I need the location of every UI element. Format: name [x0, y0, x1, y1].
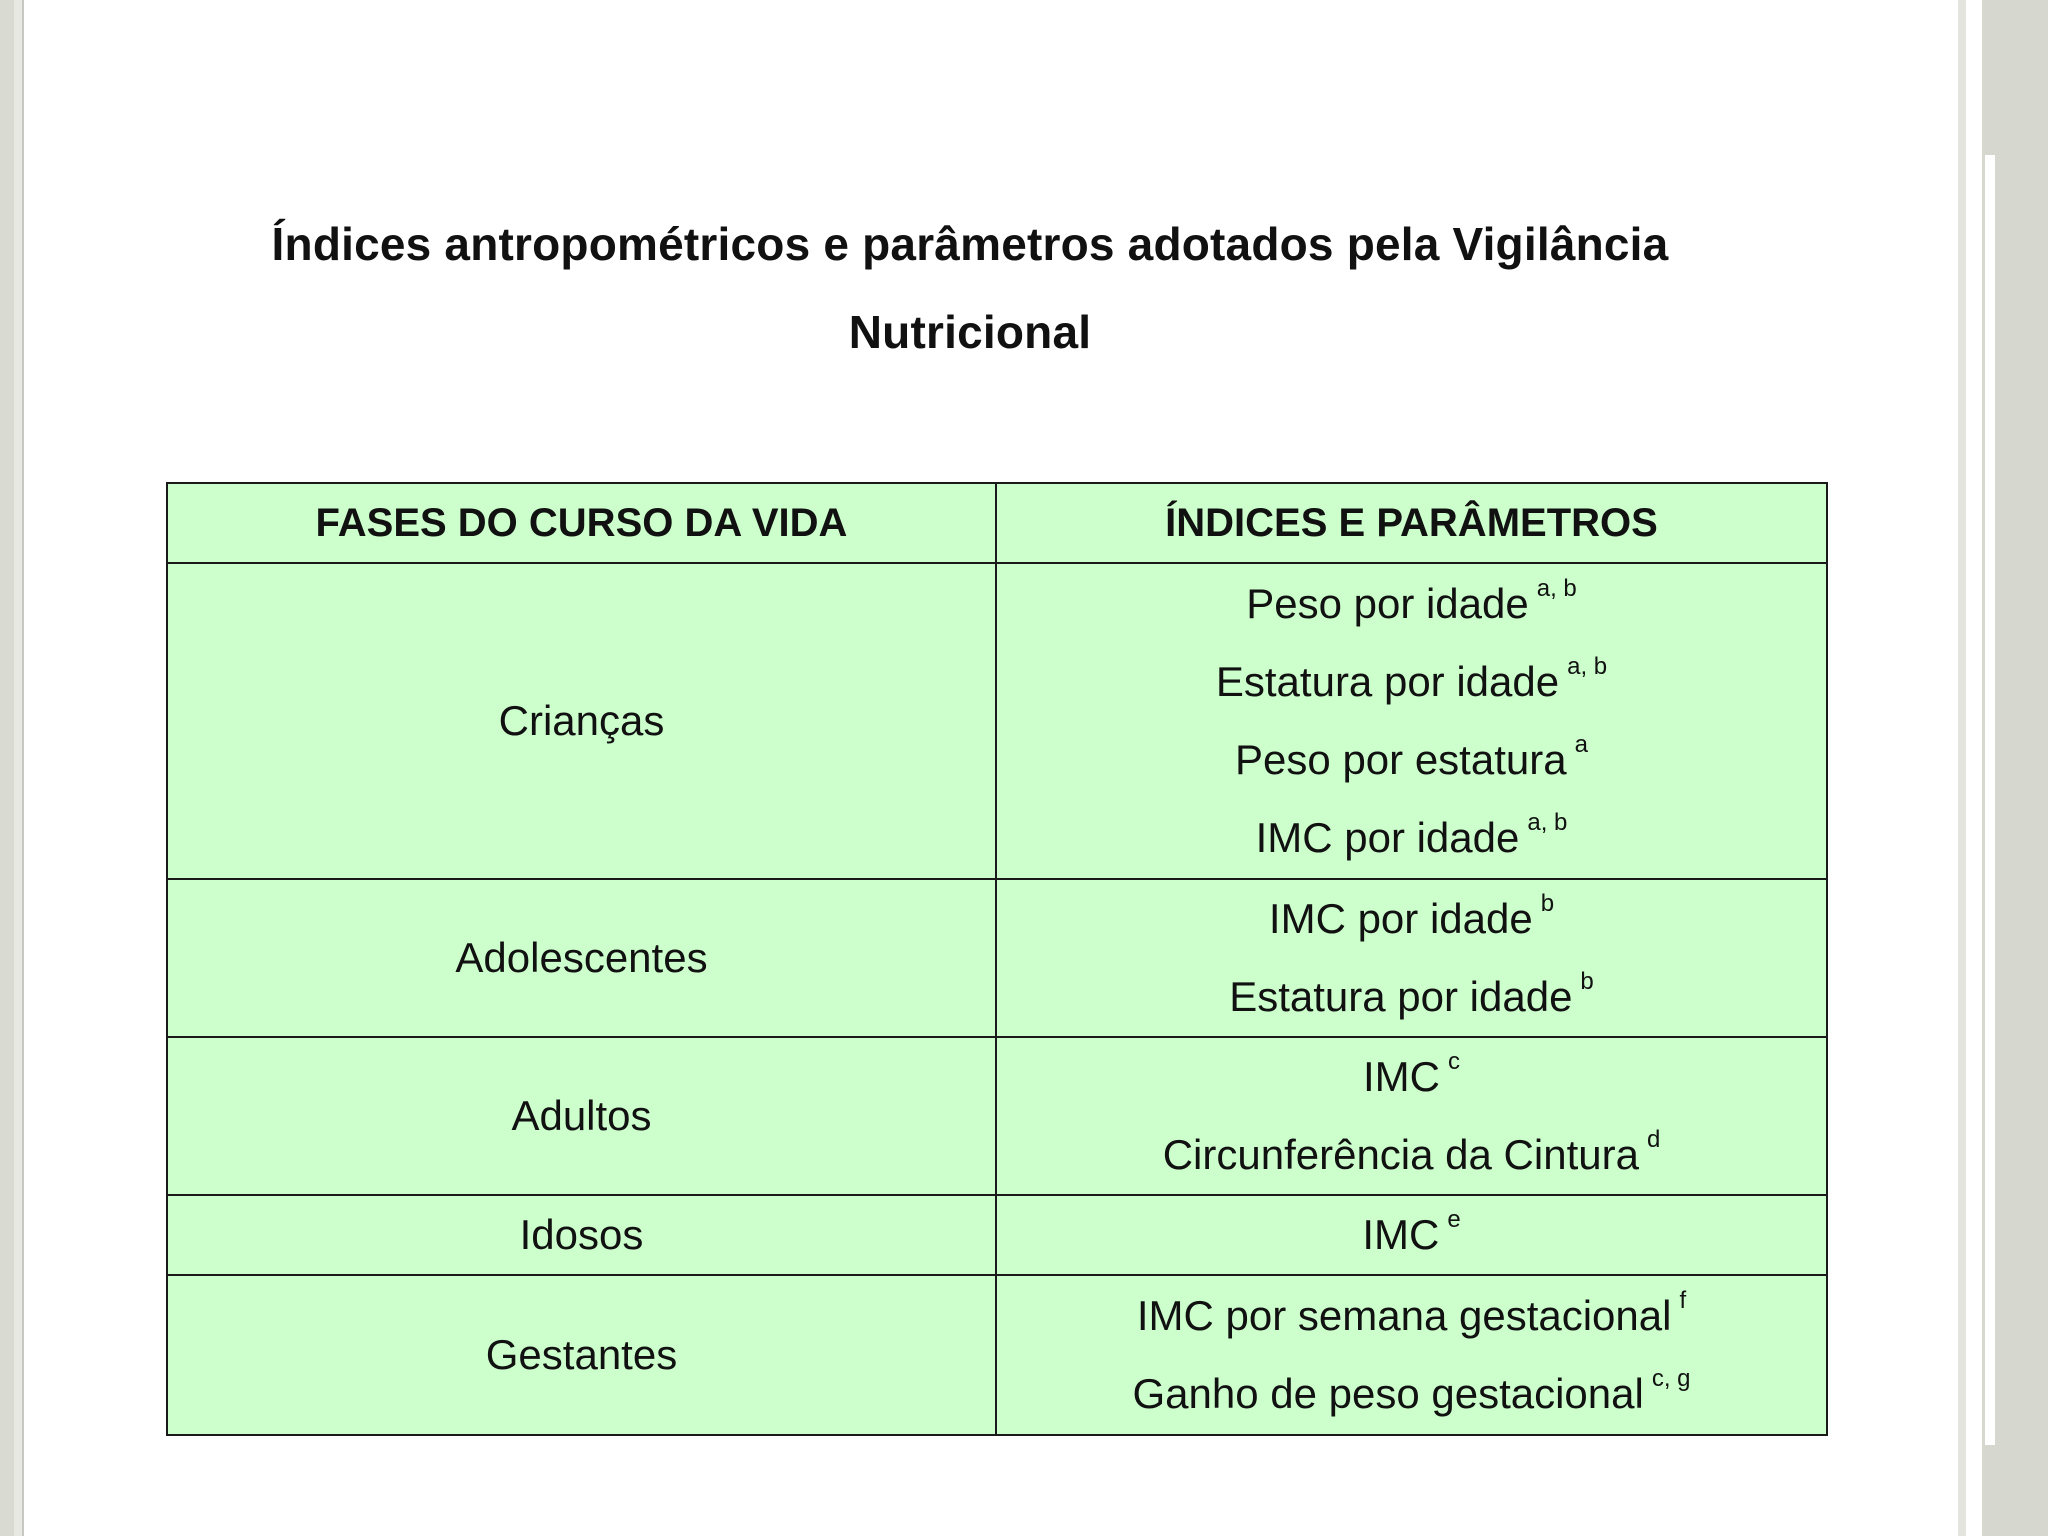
param-text: IMC por semana gestacional: [1136, 1292, 1672, 1339]
param-item: [997, 721, 1826, 799]
table-row: [167, 1275, 1827, 1435]
params-cell: [996, 1275, 1827, 1435]
param-item: [997, 1277, 1826, 1355]
param-item: [997, 565, 1826, 643]
param-item: [997, 643, 1826, 721]
slide-title-line-1: Índices antropométricos e parâmetros adotados pela Vigilância: [271, 218, 1669, 270]
param-footnote: d: [1646, 1126, 1661, 1153]
header-phases: FASES DO CURSO DA VIDA: [167, 483, 996, 563]
phase-cell: [167, 879, 996, 1037]
header-indices: ÍNDICES E PARÂMETROS: [996, 483, 1827, 563]
param-footnote: a, b: [1536, 575, 1577, 602]
param-item: [997, 1196, 1826, 1274]
param-text: IMC por idade: [1268, 895, 1533, 942]
table-row: [167, 563, 1827, 879]
slide-frame-right-panel: [1985, 155, 1995, 1445]
indices-table: [166, 482, 1828, 1436]
phase-label: Crianças: [498, 697, 665, 744]
param-text: Estatura por idade: [1215, 658, 1560, 705]
params-cell: [996, 563, 1827, 879]
param-footnote: a, b: [1567, 653, 1608, 680]
param-item: [997, 958, 1826, 1036]
params-cell: [996, 1037, 1827, 1195]
param-text: Circunferência da Cintura: [1162, 1131, 1639, 1178]
param-footnote: b: [1580, 968, 1594, 995]
param-text: IMC: [1362, 1211, 1440, 1258]
slide-title: [150, 200, 1790, 376]
param-text: Peso por idade: [1246, 580, 1529, 627]
param-text: IMC por idade: [1255, 814, 1520, 861]
param-footnote: a, b: [1527, 809, 1568, 836]
param-item: [997, 1038, 1826, 1116]
phase-label: Adultos: [511, 1092, 652, 1139]
param-item: [997, 799, 1826, 877]
slide-frame-left-inner: [14, 0, 22, 1536]
param-text: Ganho de peso gestacional: [1132, 1370, 1644, 1417]
param-footnote: c, g: [1651, 1365, 1691, 1392]
slide-frame-right-line: [1958, 0, 1966, 1536]
slide-title-line-2: Nutricional: [848, 306, 1092, 358]
param-footnote: a: [1574, 731, 1588, 758]
param-item: [997, 1116, 1826, 1194]
param-footnote: b: [1540, 890, 1555, 917]
indices-table-container: [166, 482, 1826, 1436]
param-item: [997, 1355, 1826, 1433]
phase-cell: [167, 563, 996, 879]
param-footnote: f: [1679, 1287, 1687, 1314]
param-item: [997, 880, 1826, 958]
slide-frame-notch-top: [1966, 0, 1982, 155]
slide-frame-notch-bottom: [1966, 1445, 1982, 1536]
param-text: IMC: [1363, 1053, 1440, 1100]
param-footnote: e: [1447, 1206, 1461, 1233]
param-text: Peso por estatura: [1235, 736, 1567, 783]
params-cell: [996, 1195, 1827, 1275]
table-row: [167, 879, 1827, 1037]
params-cell: [996, 879, 1827, 1037]
param-text: Estatura por idade: [1229, 973, 1573, 1020]
table-header-row: [167, 483, 1827, 563]
phase-label: Adolescentes: [455, 934, 708, 981]
table-row: [167, 1195, 1827, 1275]
phase-label: Idosos: [519, 1211, 644, 1258]
param-footnote: c: [1448, 1048, 1460, 1075]
phase-cell: [167, 1195, 996, 1275]
phase-cell: [167, 1275, 996, 1435]
phase-label: Gestantes: [485, 1331, 678, 1378]
table-row: [167, 1037, 1827, 1195]
phase-cell: [167, 1037, 996, 1195]
